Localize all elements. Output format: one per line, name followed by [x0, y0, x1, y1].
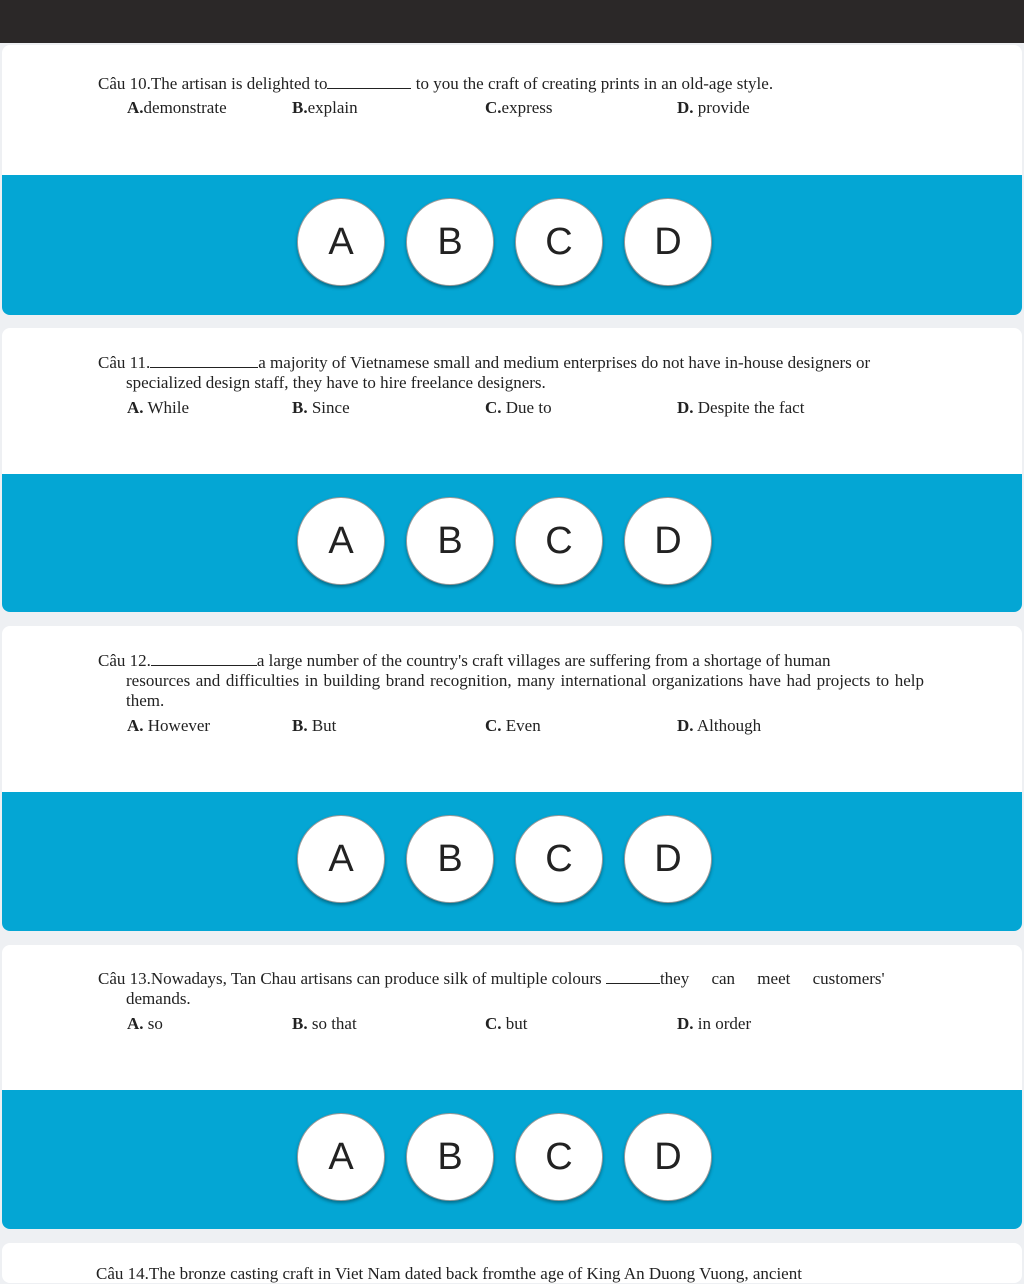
answer-button-d[interactable]: D	[624, 815, 712, 903]
question-number: Câu 11.	[98, 353, 151, 372]
answer-blank	[606, 969, 660, 984]
question-text-14: Câu 14.The bronze casting craft in Viet Nam dated back fromthe age of King An Duong Vuong, ancient	[96, 1264, 802, 1283]
option-a: A.demonstrate	[127, 98, 227, 117]
answer-button-b[interactable]: B	[406, 497, 494, 585]
question-text: Câu 10.The artisan is delighted to to you the craft of creating prints in an old-age style.	[98, 74, 774, 93]
answer-button-c[interactable]: C	[515, 497, 603, 585]
answer-blank	[150, 353, 258, 368]
answer-panel	[2, 792, 1022, 931]
question-number: Câu 12.	[98, 651, 151, 670]
answer-button-c[interactable]: C	[515, 1113, 603, 1201]
question-number: Câu 13.	[98, 969, 151, 988]
answer-button-b[interactable]: B	[406, 1113, 494, 1201]
question-card-12	[2, 626, 1022, 931]
answer-panel	[2, 474, 1022, 612]
answer-button-d[interactable]: D	[624, 198, 712, 286]
answer-button-b[interactable]: B	[406, 198, 494, 286]
option-b: B. But	[292, 716, 337, 735]
option-b: B.explain	[292, 98, 358, 117]
answer-panel	[2, 1090, 1022, 1229]
option-d: D. Although	[677, 716, 762, 735]
answer-button-a[interactable]: A	[297, 497, 385, 585]
answer-button-c[interactable]: C	[515, 815, 603, 903]
answer-button-d[interactable]: D	[624, 1113, 712, 1201]
answer-button-a[interactable]: A	[297, 1113, 385, 1201]
option-d: D. provide	[677, 98, 750, 117]
answer-button-d[interactable]: D	[624, 497, 712, 585]
top-bar	[0, 0, 1024, 43]
question-text: Câu 11. a majority of Vietnamese small and medium enterprises do not have in-house designers or specialized design staff, they have to hire freelance designers.	[98, 353, 871, 392]
answer-button-a[interactable]: A	[297, 198, 385, 286]
option-a: A. so	[127, 1014, 163, 1033]
question-text: Câu 12. a large number of the country's craft villages are suffering from a shortage of human resources and difficulties in building brand recognition, many international organizations have had projects to help them.	[98, 651, 924, 710]
answer-blank	[327, 74, 411, 89]
answer-panel	[2, 175, 1022, 315]
question-card-11	[2, 328, 1022, 612]
option-c: C. Due to	[485, 398, 552, 417]
option-d: D. Despite the fact	[677, 398, 805, 417]
option-b: B. Since	[292, 398, 350, 417]
answer-button-c[interactable]: C	[515, 198, 603, 286]
option-c: C.express	[485, 98, 553, 117]
question-text: Câu 13.Nowadays, Tan Chau artisans can produce silk of multiple colours they can meet customers' demands.	[98, 969, 885, 1008]
option-a: A. While	[127, 398, 190, 417]
answer-blank	[151, 651, 257, 666]
question-card-13	[2, 945, 1022, 1229]
option-a: A. However	[127, 716, 211, 735]
option-c: C. but	[485, 1014, 528, 1033]
answer-button-a[interactable]: A	[297, 815, 385, 903]
question-number: Câu 10.	[98, 74, 151, 93]
option-d: D. in order	[677, 1014, 752, 1033]
option-b: B. so that	[292, 1014, 357, 1033]
question-card-10	[2, 45, 1022, 315]
option-c: C. Even	[485, 716, 541, 735]
answer-button-b[interactable]: B	[406, 815, 494, 903]
